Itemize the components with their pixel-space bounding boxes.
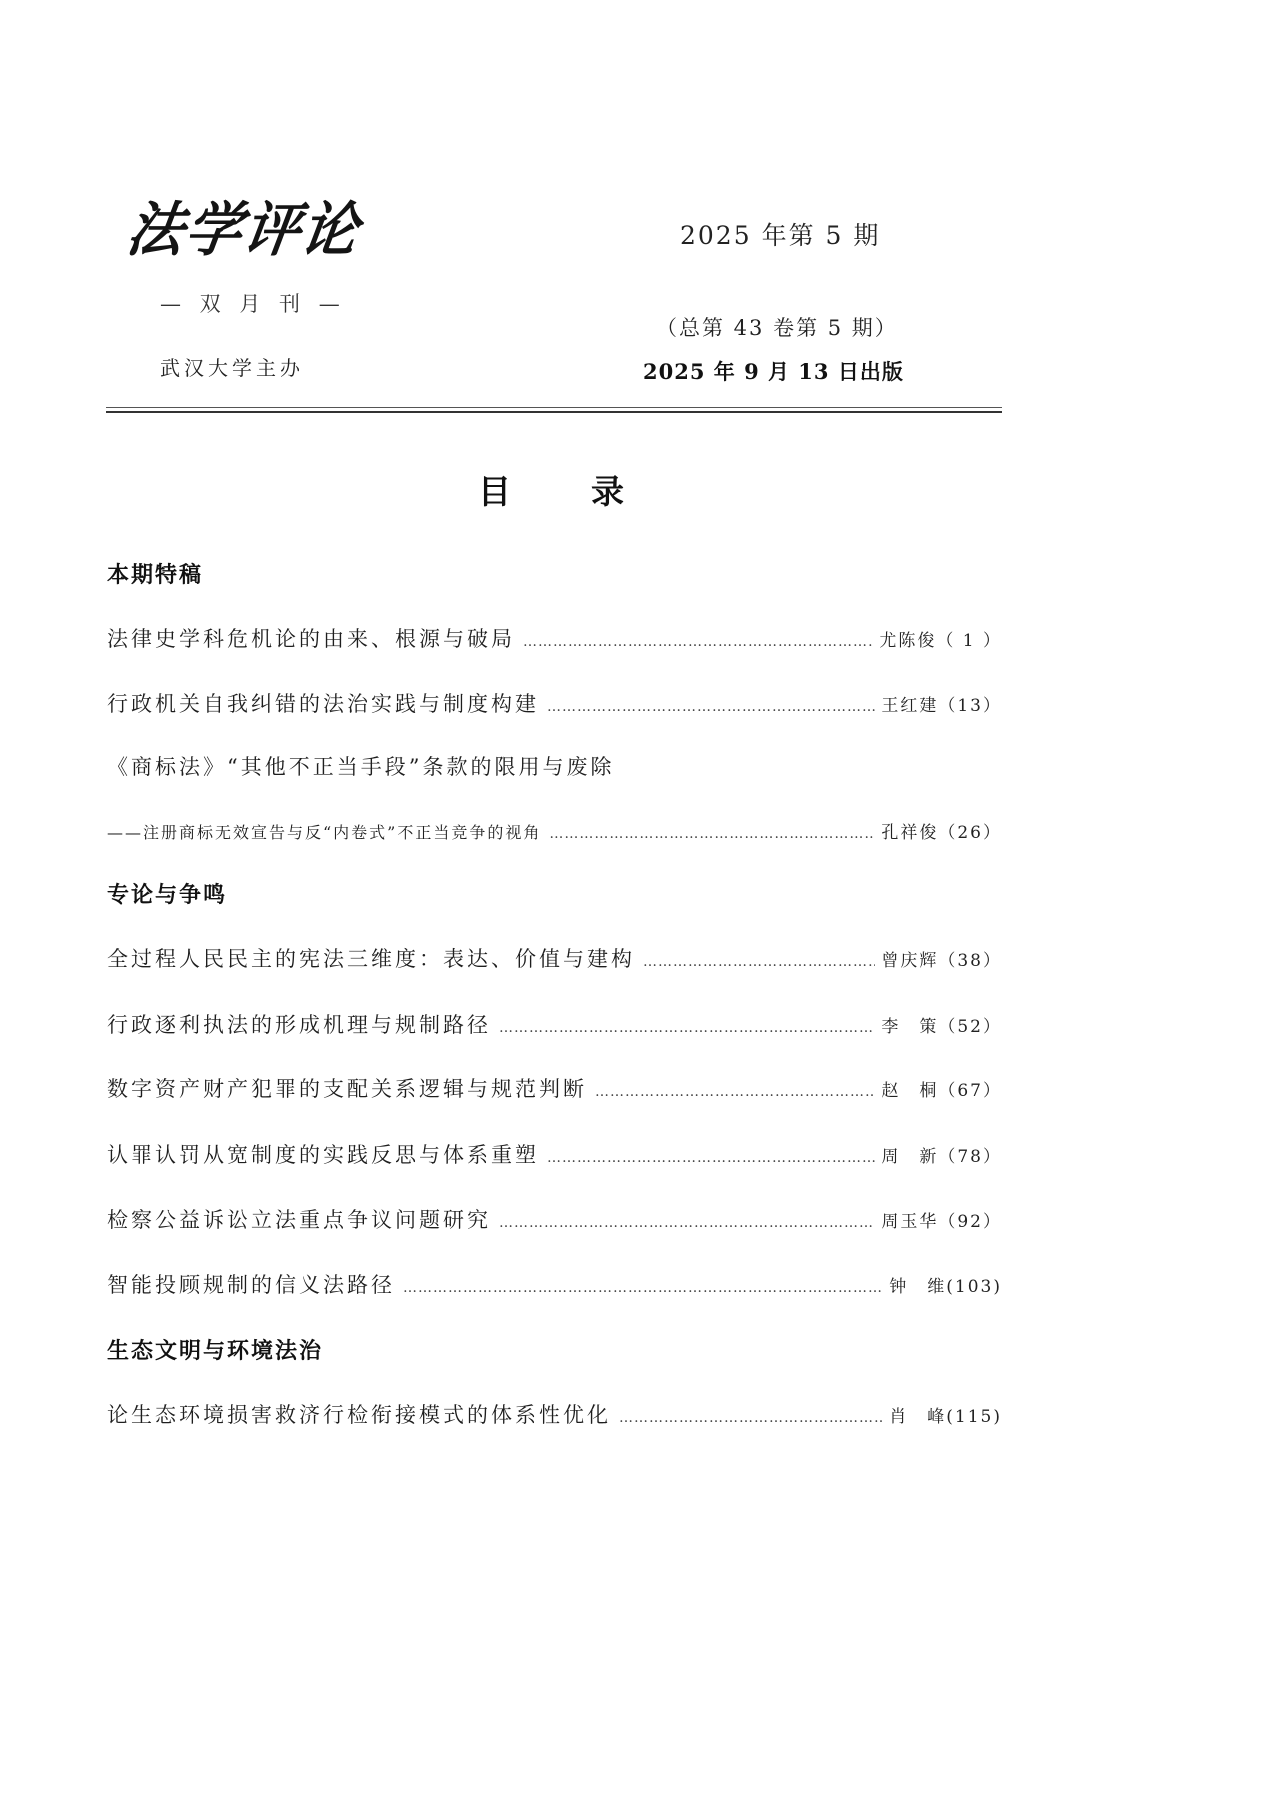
cumulative-issue: （总第 43 卷第 5 期） <box>656 316 898 340</box>
dot-leader <box>547 699 875 715</box>
article-title: 数字资产财产犯罪的支配关系逻辑与规范判断 <box>107 1077 587 1101</box>
article-page: （67） <box>938 1081 1002 1101</box>
toc-entry[interactable] <box>107 623 1002 653</box>
section-heading: 专论与争鸣 <box>107 883 228 908</box>
article-title: 全过程人民民主的宪法三维度：表达、价值与建构 <box>107 947 635 971</box>
section-heading: 本期特稿 <box>107 563 204 588</box>
toc-title: 目录 <box>478 472 704 511</box>
dot-leader <box>547 1150 875 1166</box>
article-title: 论生态环境损害救济行检衔接模式的体系性优化 <box>107 1403 611 1427</box>
dot-leader <box>549 826 875 842</box>
article-title: 行政机关自我纠错的法治实践与制度构建 <box>107 692 539 716</box>
toc-entry[interactable] <box>107 1073 1002 1103</box>
header-rule-thick <box>106 411 1002 413</box>
article-page: （ 1 ） <box>936 631 1002 651</box>
article-page: （38） <box>938 951 1002 971</box>
toc-entry[interactable] <box>107 1139 1002 1169</box>
section-heading: 生态文明与环境法治 <box>107 1339 324 1364</box>
article-author: 尤陈俊 <box>879 631 937 651</box>
issue-number: 2025 年第 5 期 <box>680 221 881 250</box>
toc-entry[interactable] <box>107 943 1002 973</box>
toc-entry[interactable] <box>107 1204 1002 1234</box>
article-author: 赵 桐 <box>881 1081 939 1101</box>
journal-logo: 法学评论 <box>122 195 365 265</box>
publication-frequency: — 双 月 刊 — <box>160 292 346 316</box>
article-page: （52） <box>938 1017 1002 1037</box>
article-author: 钟 维 <box>889 1277 947 1297</box>
article-title: 《商标法》“其他不正当手段”条款的限用与废除 <box>107 755 615 779</box>
article-title: 检察公益诉讼立法重点争议问题研究 <box>107 1208 491 1232</box>
article-author: 曾庆辉 <box>881 951 939 971</box>
article-title: 认罪认罚从宽制度的实践反思与体系重塑 <box>107 1143 539 1167</box>
sponsor-line: 武汉大学主办 <box>160 356 304 380</box>
article-page: （92） <box>938 1212 1002 1232</box>
article-title: 智能投顾规制的信义法路径 <box>107 1273 395 1297</box>
article-author: 肖 峰 <box>889 1407 947 1427</box>
article-author: 周玉华 <box>881 1212 939 1232</box>
dot-leader <box>499 1020 875 1036</box>
toc-entry[interactable] <box>107 688 1002 718</box>
article-author: 孔祥俊 <box>881 823 939 843</box>
toc-entry[interactable] <box>107 1399 1002 1429</box>
toc-entry-subtitle[interactable] <box>107 818 1002 843</box>
article-page: (115) <box>946 1407 1002 1427</box>
dot-leader <box>619 1410 883 1426</box>
toc-entry[interactable] <box>107 751 1002 781</box>
article-author: 周 新 <box>881 1147 939 1167</box>
article-author: 王红建 <box>881 696 939 716</box>
dot-leader <box>643 954 875 970</box>
article-page: （26） <box>938 823 1002 843</box>
dot-leader <box>595 1084 875 1100</box>
article-author: 李 策 <box>881 1017 939 1037</box>
toc-entry[interactable] <box>107 1269 1002 1299</box>
article-page: （78） <box>938 1147 1002 1167</box>
article-title: 法律史学科危机论的由来、根源与破局 <box>107 627 515 651</box>
article-title: 行政逐利执法的形成机理与规制路径 <box>107 1013 491 1037</box>
dot-leader <box>523 634 873 650</box>
toc-entry[interactable] <box>107 1009 1002 1039</box>
article-subtitle: ——注册商标无效宣告与反“内卷式”不正当竞争的视角 <box>107 823 542 842</box>
dot-leader <box>403 1280 883 1296</box>
article-page: （13） <box>938 696 1002 716</box>
dot-leader <box>499 1215 875 1231</box>
article-page: (103) <box>946 1277 1002 1297</box>
header-rule-thin <box>106 407 1002 408</box>
publication-date: 2025 年 9 月 13 日出版 <box>643 359 904 384</box>
